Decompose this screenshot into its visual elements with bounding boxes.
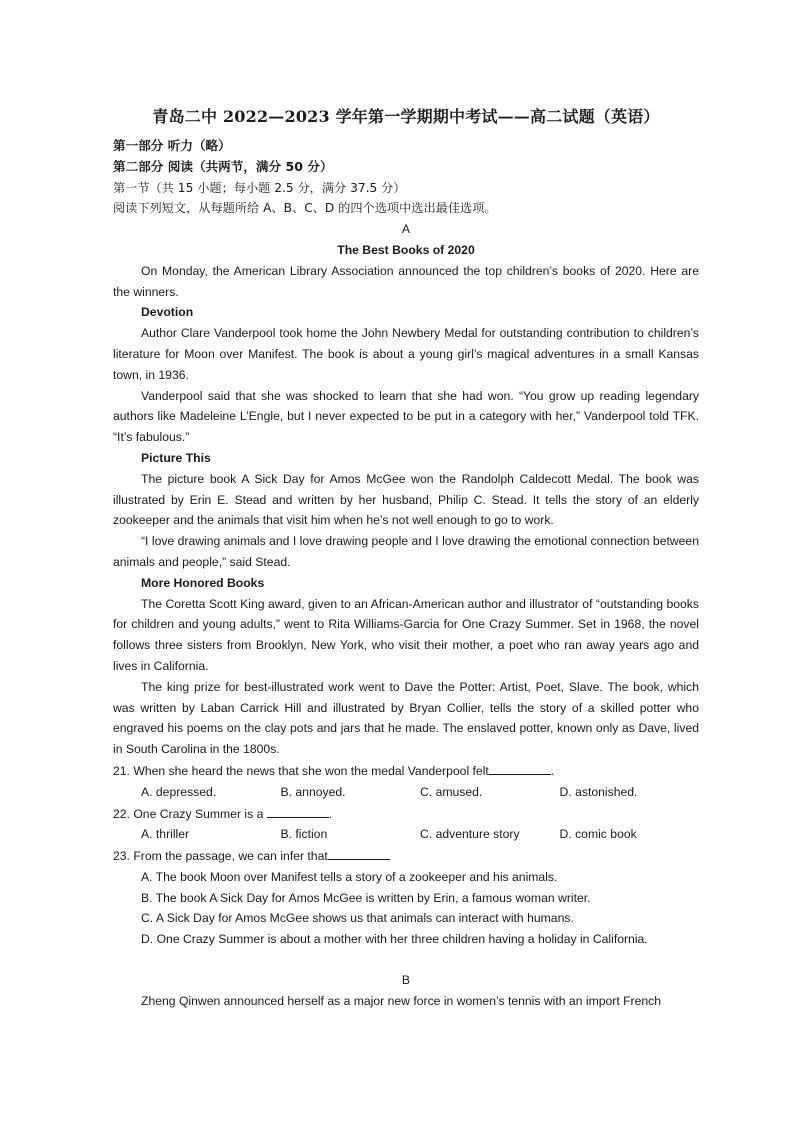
section1-heading: 第一节（共 15 小题；每小题 2.5 分，满分 37.5 分） xyxy=(113,180,406,195)
passage-a-heading: The Best Books of 2020 xyxy=(337,242,475,257)
option-b: B. fiction xyxy=(280,827,328,842)
question-21-stem: 21. When she heard the news that she won the medal Vanderpool felt xyxy=(113,763,489,778)
passage-a-paragraph: Author Clare Vanderpool took home the John Newbery Medal for outstanding contribution to children’s literature for Moon over Manifest. The book is about a young girl’s magical adventures in a small Kansas town, in 1936. xyxy=(113,326,699,382)
option-b: B. annoyed. xyxy=(280,784,346,799)
answer-blank xyxy=(489,760,551,775)
part1-heading: 第一部分 听力（略） xyxy=(113,138,231,153)
passage-b-label: B xyxy=(401,973,411,988)
question-21-end: . xyxy=(550,763,555,778)
option-c: C. amused. xyxy=(420,784,483,799)
question-23-stem: 23. From the passage, we can infer that xyxy=(113,849,328,864)
question-22-stem: 22. One Crazy Summer is a xyxy=(113,806,264,821)
passage-a-paragraph: “I love drawing animals and I love drawing people and I love drawing the emotional connection between animals and people,” said Stead. xyxy=(113,534,699,569)
passage-a-subheading-honored: More Honored Books xyxy=(141,575,265,590)
part2-heading: 第二部分 阅读（共两节，满分 50 分） xyxy=(113,158,333,174)
answer-blank xyxy=(328,845,390,860)
question-21-options xyxy=(113,782,699,803)
option-a: A. The book Moon over Manifest tells a story of a zookeeper and his animals. xyxy=(141,869,558,884)
option-c: C. A Sick Day for Amos McGee shows us that animals can interact with humans. xyxy=(141,911,574,926)
option-d: D. One Crazy Summer is about a mother with her three children having a holiday in California. xyxy=(141,932,648,947)
passage-a-subheading-picture: Picture This xyxy=(141,450,211,465)
question-22 xyxy=(113,803,699,825)
passage-a-paragraph: The picture book A Sick Day for Amos McGee won the Randolph Caldecott Medal. The book was illustrated by Erin E. Stead and written by her husband, Philip C. Stead. It tells the story of an elderly zookeeper and the animals that visit him when he’s not well enough to go to work. xyxy=(113,471,699,528)
option-a: A. thriller xyxy=(141,827,190,842)
passage-a-intro: On Monday, the American Library Association announced the top children’s books of 2020. Here are the winners. xyxy=(113,263,699,299)
option-c: C. adventure story xyxy=(420,827,520,842)
spacer xyxy=(113,950,699,970)
passage-a-subheading-devotion: Devotion xyxy=(141,305,194,320)
exam-title: 青岛二中 2022—2023 学年第一学期期中考试——高二试题（英语） xyxy=(152,107,660,126)
passage-a-paragraph: The Coretta Scott King award, given to an African-American author and illustrator of “outstanding books for children and young adults,” went to Rita Williams-Garcia for One Crazy Summer. Set in 1968, the novel follows three sisters from Brooklyn, New York, who visit their mother, a poet who ran away years ago and lives in California. xyxy=(113,596,699,673)
question-21 xyxy=(113,760,699,782)
option-b: B. The book A Sick Day for Amos McGee is written by Erin, a famous woman writer. xyxy=(141,890,591,905)
question-22-end: . xyxy=(328,806,333,821)
answer-blank xyxy=(267,803,329,818)
question-22-options xyxy=(113,824,699,845)
passage-a-paragraph: The king prize for best-illustrated work went to Dave the Potter: Artist, Poet, Slave. The book, which was written by Laban Carrick Hill and illustrated by Bryan Collier, tells the story of a skilled potter who engraved his poems on the clay pots and jars that he made. The enslaved potter, known only as Dave, lived in South Carolina in the 1800s. xyxy=(113,679,699,757)
option-a: A. depressed. xyxy=(141,784,217,799)
exam-page xyxy=(113,100,699,1012)
option-d: D. astonished. xyxy=(559,784,638,799)
instruction-text: 阅读下列短文，从每题所给 A、B、C、D 的四个选项中选出最佳选项。 xyxy=(113,201,497,216)
passage-a-label: A xyxy=(401,222,411,237)
question-23 xyxy=(113,845,699,867)
passage-a-paragraph: Vanderpool said that she was shocked to learn that she had won. “You grow up reading legendary authors like Madeleine L’Engle, but I never expected to be put in a category with her,” Vanderpool told TFK. “It’s fabulous.” xyxy=(113,388,699,445)
option-d: D. comic book xyxy=(559,827,637,842)
passage-b-paragraph: Zheng Qinwen announced herself as a major new force in women’s tennis with an import French xyxy=(141,993,662,1008)
